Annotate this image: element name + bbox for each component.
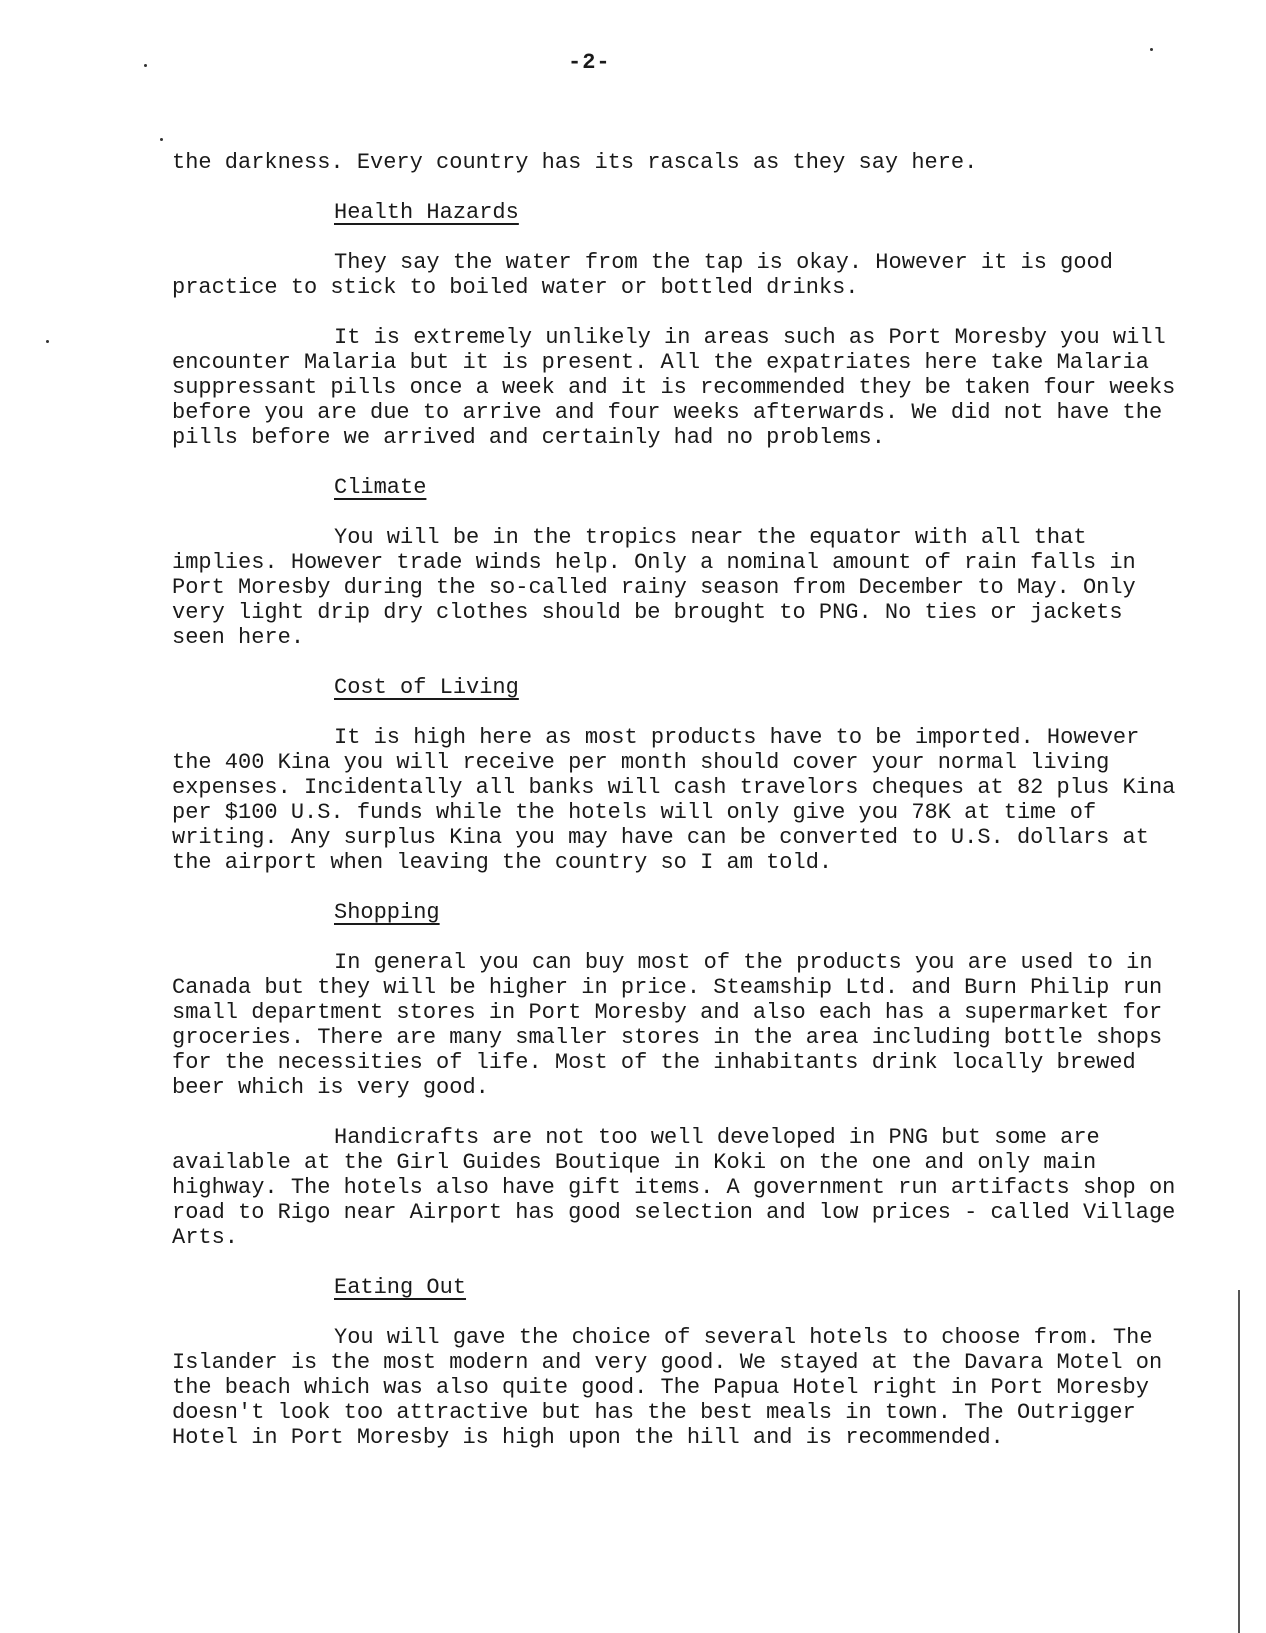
paragraph-malaria: It is extremely unlikely in areas such as Port Moresby you will encounter Malaria but it is present. All the expatriates here take Malaria suppressant pills once a week and it is recommended they be taken four weeks before you are due to arrive and four weeks afterwards. We did not have the pills before we arrived and certainly had no problems. [172, 325, 1176, 450]
scan-speck [144, 64, 147, 67]
heading-climate: Climate [334, 475, 427, 500]
heading-eating-out: Eating Out [334, 1275, 467, 1300]
paragraph-shopping-general: In general you can buy most of the products you are used to in Canada but they will be higher in price. Steamship Ltd. and Burn Philip run small department stores in Port Moresby and also each has a supermarket for groceries. There are many smaller stores in the area including bottle shops for the necessities of life. Most of the inhabitants drink locally brewed beer which is very good. [172, 950, 1163, 1100]
scan-speck [1150, 48, 1153, 51]
page-number: -2- [568, 50, 611, 75]
paragraph-water: They say the water from the tap is okay. However it is good practice to stick to boiled water or bottled drinks. [172, 250, 1113, 300]
scan-edge-line [1238, 1290, 1240, 1633]
paragraph-intro: the darkness. Every country has its rascals as they say here. [172, 150, 978, 175]
paragraph-cost-of-living: It is high here as most products have to be imported. However the 400 Kina you will receive per month should cover your normal living expenses. Incidentally all banks will cash travelors cheques at 82 plus Kina per $100 U.S. funds while the hotels will only give you 78K at time of writing. Any surplus Kina you may have can be converted to U.S. dollars at the airport when leaving the country so I am told. [172, 725, 1176, 875]
heading-cost-of-living: Cost of Living [334, 675, 519, 700]
heading-health-hazards: Health Hazards [334, 200, 519, 225]
scan-speck [160, 138, 163, 141]
paragraph-eating-out: You will gave the choice of several hotels to choose from. The Islander is the most modern and very good. We stayed at the Davara Motel on the beach which was also quite good. The Papua Hotel right in Port Moresby doesn't look too attractive but has the best meals in town. The Outrigger Hotel in Port Moresby is high upon the hill and is recommended. [172, 1325, 1163, 1450]
heading-shopping: Shopping [334, 900, 440, 925]
paragraph-climate: You will be in the tropics near the equator with all that implies. However trade winds help. Only a nominal amount of rain falls in Port Moresby during the so-called rainy season from December to May. Only very light drip dry clothes should be brought to PNG. No ties or jackets seen here. [172, 525, 1136, 650]
paragraph-handicrafts: Handicrafts are not too well developed in PNG but some are available at the Girl Guides Boutique in Koki on the one and only main highway. The hotels also have gift items. A government run artifacts shop on road to Rigo near Airport has good selection and low prices - called Village Arts. [172, 1125, 1176, 1250]
document-body [172, 150, 1182, 1475]
scan-speck [46, 340, 49, 343]
